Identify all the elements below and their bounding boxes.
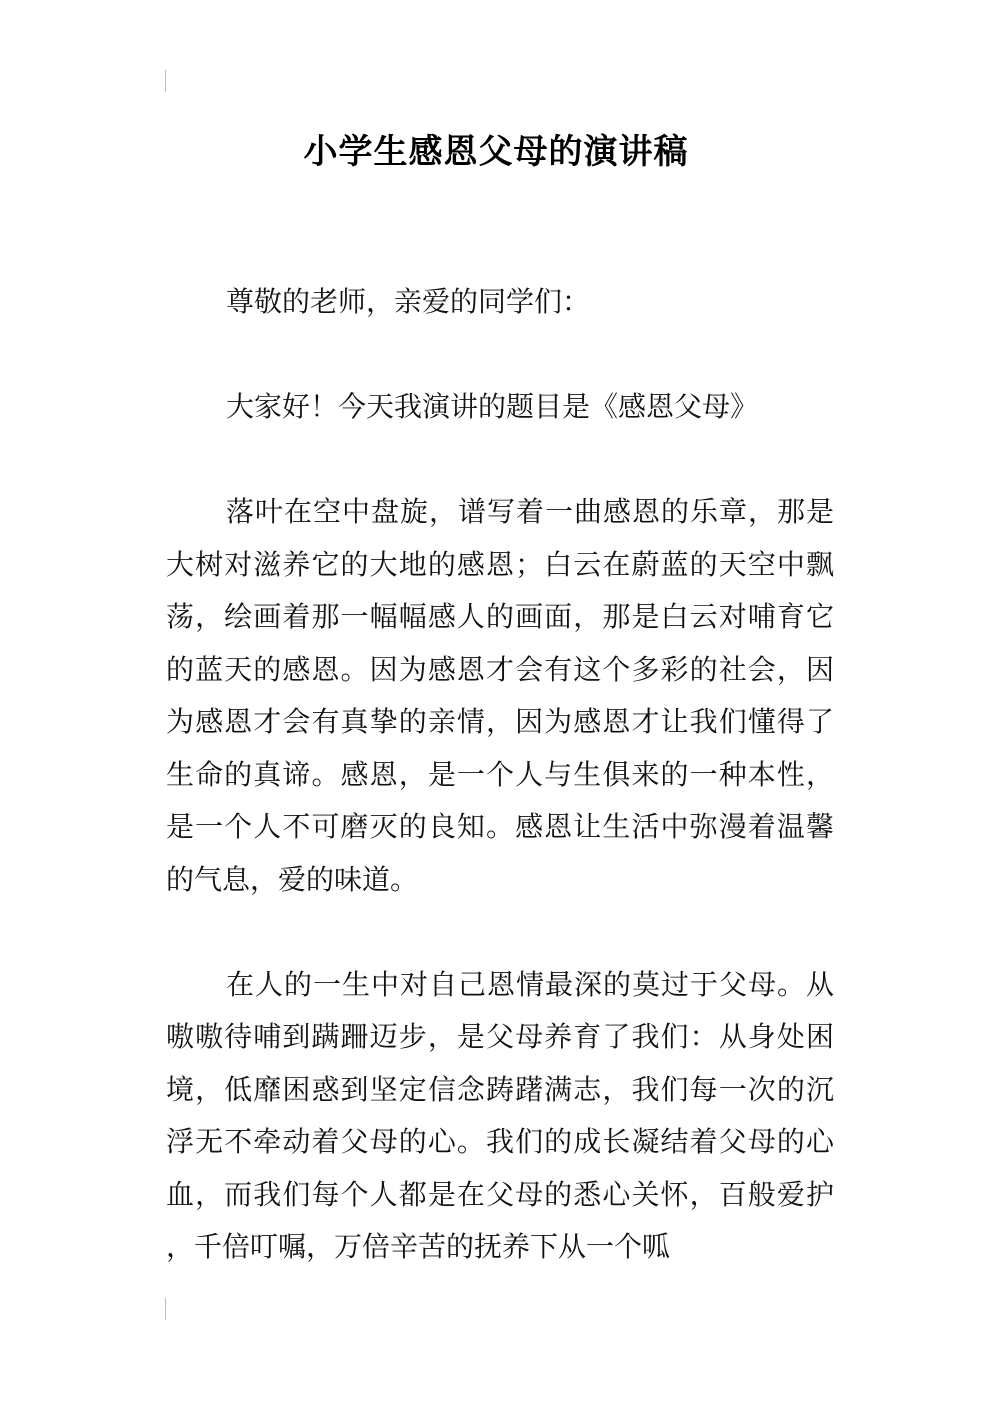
page-margin-mark-top	[165, 70, 166, 92]
document-body	[166, 276, 834, 1326]
page-margin-mark-bottom	[165, 1298, 166, 1320]
document-title: 小学生感恩父母的演讲稿	[303, 132, 689, 172]
greeting-paragraph: 大家好！今天我演讲的题目是《感恩父母》	[226, 390, 759, 423]
salutation: 尊敬的老师，亲爱的同学们：	[226, 285, 591, 318]
body-paragraph-2: 在人的一生中对自己恩情最深的莫过于父母。从嗷嗷待哺到蹒跚迈步，是父母养育了我们：从身处困境，低靡困惑到坚定信念踌躇满志，我们每一次的沉浮无不牵动着父母的心。我们的成长凝结着父母的心血，而我们每个人都是在父母的悉心关怀，百般爱护，千倍叮嘱，万倍辛苦的抚养下从一个呱	[166, 967, 834, 1263]
body-paragraph-1: 落叶在空中盘旋，谱写着一曲感恩的乐章，那是大树对滋养它的大地的感恩；白云在蔚蓝的天空中飘荡，绘画着那一幅幅感人的画面，那是白云对哺育它的蓝天的感恩。因为感恩才会有这个多彩的社会，因为感恩才会有真挚的亲情，因为感恩才让我们懂得了生命的真谛。感恩，是一个人与生俱来的一种本性，是一个人不可磨灭的良知。感恩让生活中弥漫着温馨的气息，爱的味道。	[166, 495, 834, 896]
